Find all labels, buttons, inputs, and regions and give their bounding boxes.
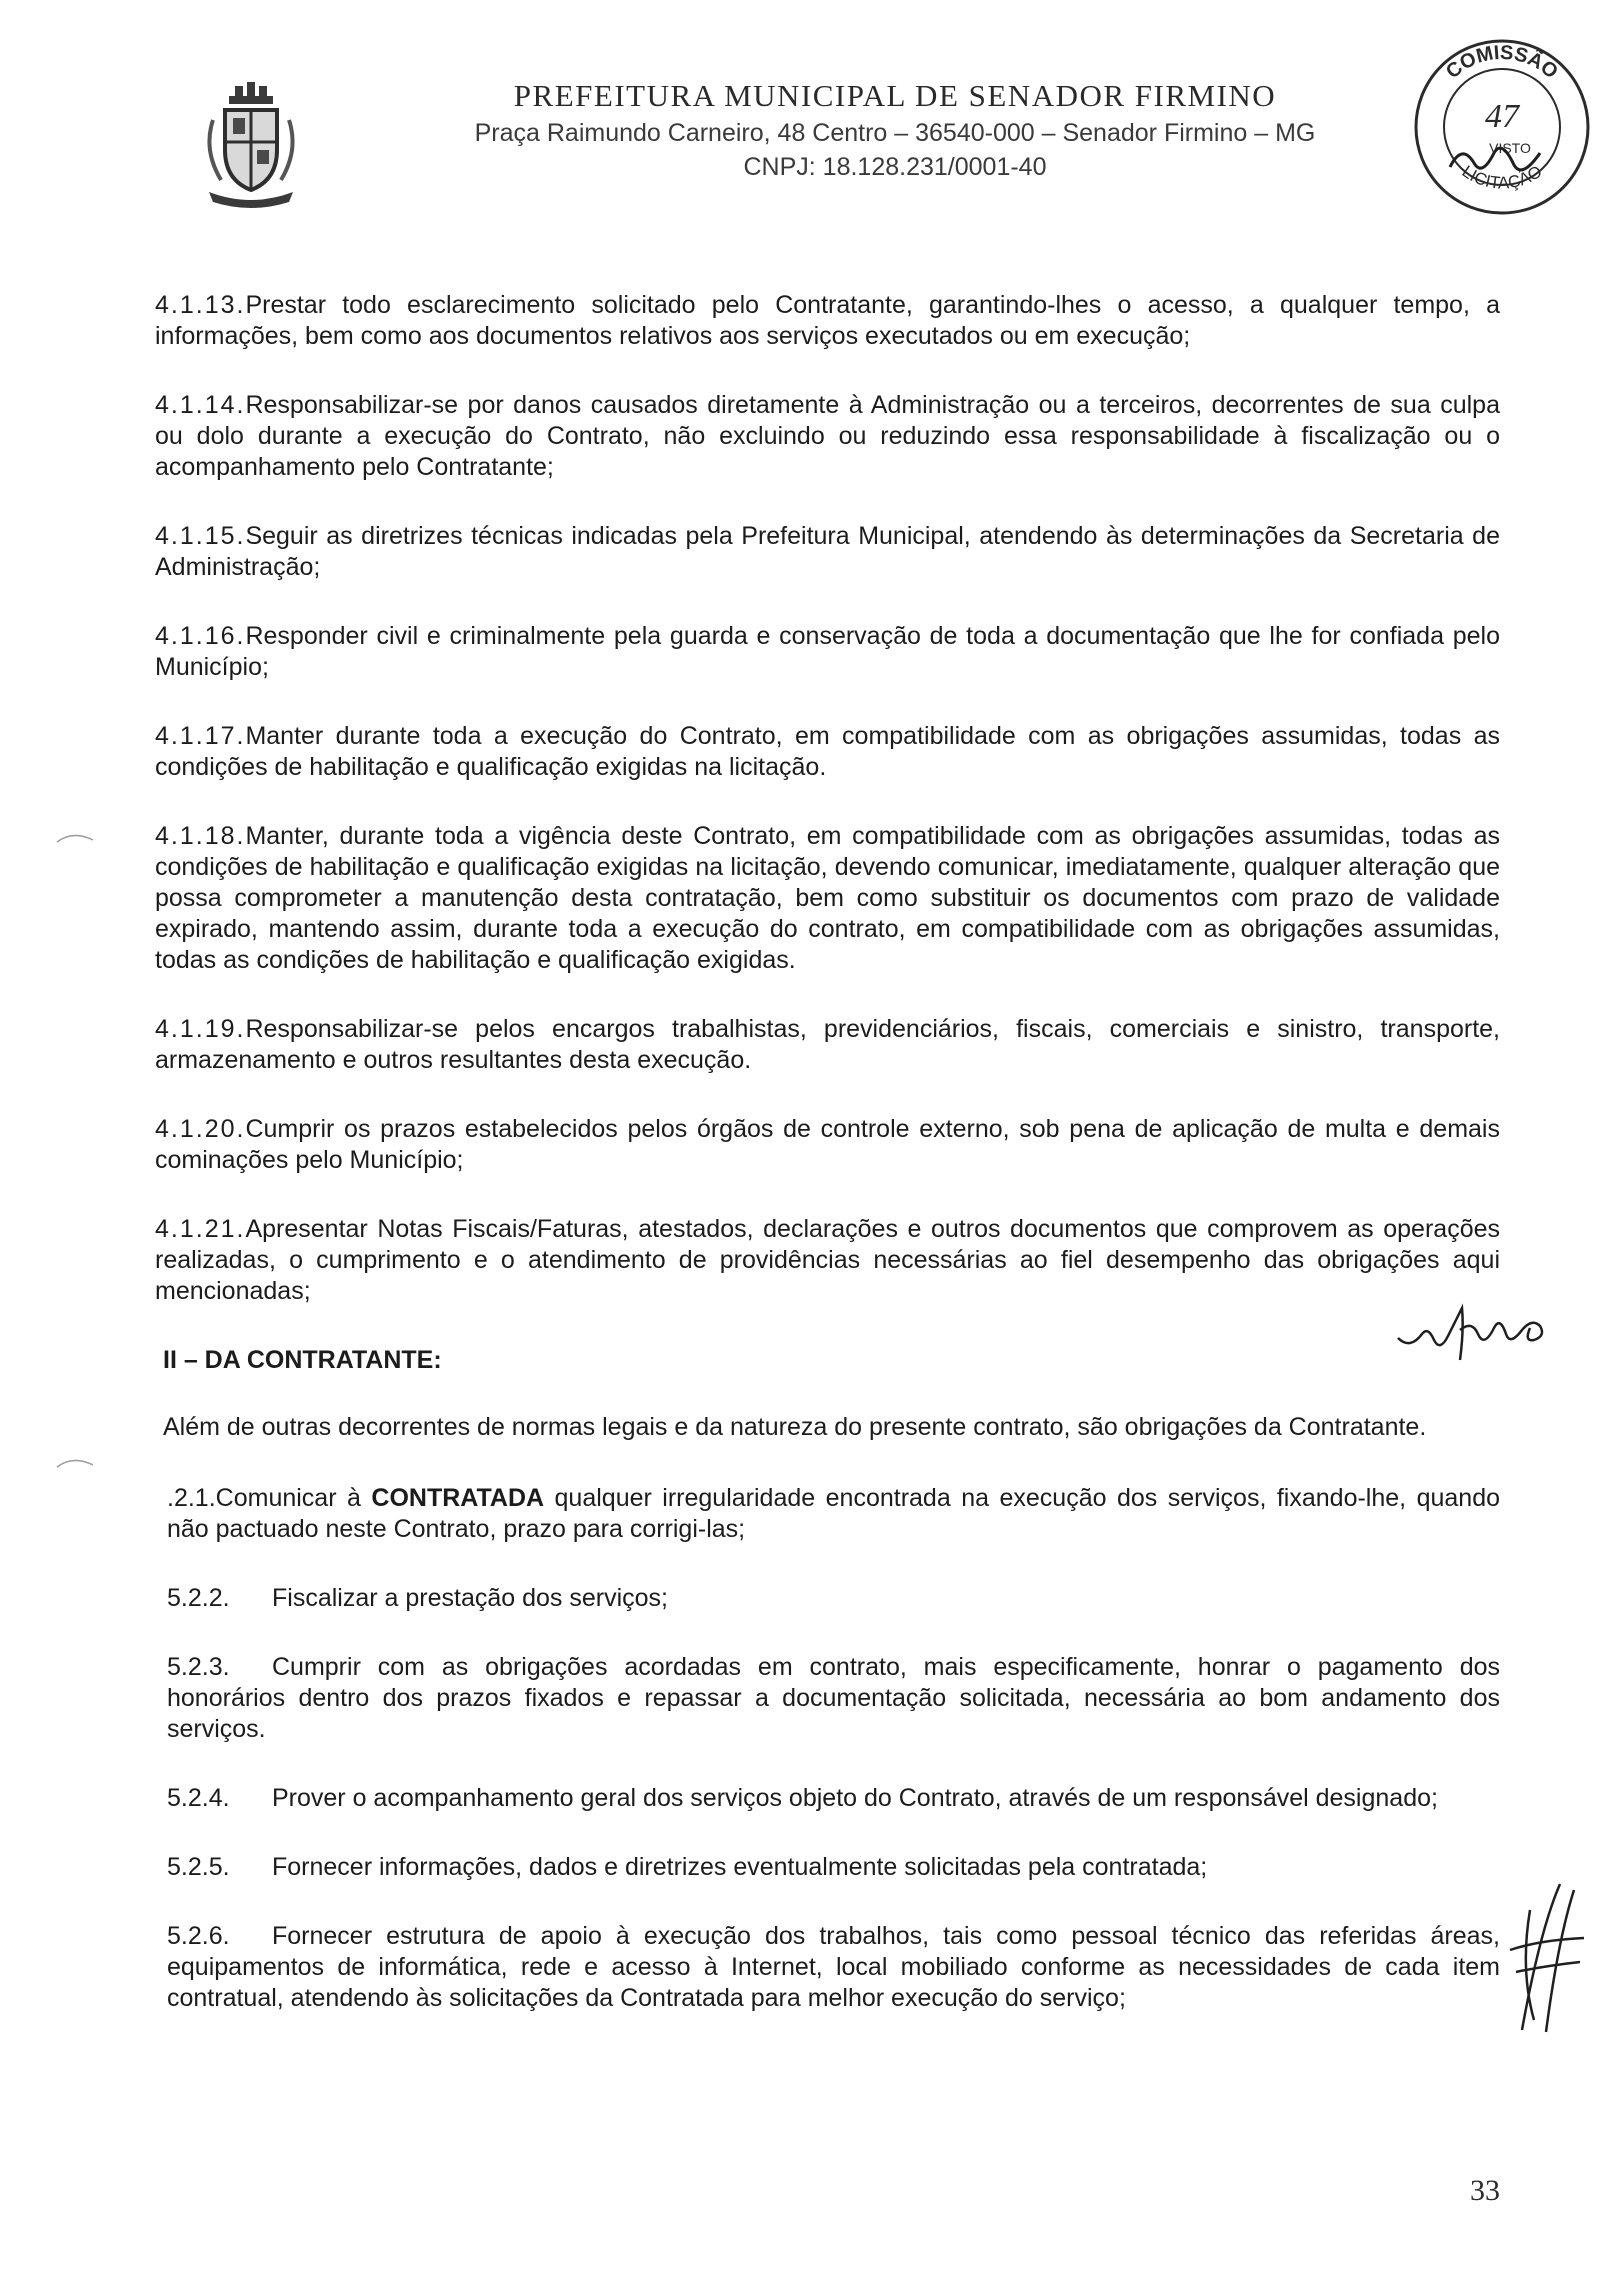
stamp-text-top: COMISSÃO <box>1441 41 1562 84</box>
clause-4-1-16 <box>155 621 1500 683</box>
commission-stamp <box>1410 35 1595 220</box>
clause-text: Prestar todo esclarecimento solicitado pelo Contratante, garantindo-lhes o acesso, a qualquer tempo, a informações, bem como aos documentos relativos aos serviços executados ou em execução; <box>155 291 1500 350</box>
clause-number: 4.1.14. <box>155 391 246 419</box>
margin-mark <box>55 1455 95 1469</box>
contract-body <box>155 290 1500 2052</box>
clause-text-post: qualquer irregularidade encontrada na execução dos serviços, fixando-lhe, quando não pactuado neste Contrato, prazo para corrigi-las; <box>167 1484 1501 1543</box>
margin-mark <box>55 830 95 844</box>
clause-text: Cumprir com as obrigações acordadas em contrato, mais especificamente, honrar o pagamento dos honorários dentro dos prazos fixados e repassar a documentação solicitada, necessária ao bom andamento dos serviços. <box>167 1653 1500 1743</box>
stamp-number: 47 <box>1485 98 1519 135</box>
handwritten-rubric <box>1390 1290 1560 1370</box>
clause-number: 4.1.15. <box>155 522 246 550</box>
section-title-contratante: II – DA CONTRATANTE: <box>163 1346 442 1374</box>
page-number: 33 <box>1470 2174 1500 2207</box>
clause-number: 5.2.4. <box>167 1784 230 1812</box>
clause-5-2-2 <box>167 1583 1500 1614</box>
clause-number: 4.1.16. <box>155 622 246 650</box>
clause-4-1-13 <box>155 290 1500 352</box>
clause-number: 4.1.20. <box>155 1115 246 1143</box>
clause-text: Fiscalizar a prestação dos serviços; <box>272 1584 668 1612</box>
clause-number: 4.1.19. <box>155 1015 246 1043</box>
clause-number: 4.1.18. <box>155 822 246 850</box>
clause-5-2-1 <box>167 1483 1500 1545</box>
svg-text:LICITAÇÃO <box>1459 162 1546 193</box>
letterhead-title: PREFEITURA MUNICIPAL DE SENADOR FIRMINO <box>513 78 1277 113</box>
clause-text: Manter, durante toda a vigência deste Contrato, em compatibilidade com as obrigações assumidas, todas as condições de habilitação e qualificação exigidas na licitação, devendo comunicar, imediatamente, qualquer alteração que possa comprometer a manutenção desta contratação, bem como substituir os documentos com prazo de validade expirado, mantendo assim, durante toda a execução do contrato, em compatibilidade com as obrigações assumidas, todas as condições de habilitação e qualificação exigidas. <box>155 822 1500 974</box>
svg-text:COMISSÃO <box>1442 42 1562 84</box>
letterhead-cnpj: CNPJ: 18.128.231/0001-40 <box>743 153 1047 181</box>
clause-text: Responsabilizar-se por danos causados diretamente à Administração ou a terceiros, decorrentes de sua culpa ou dolo durante a execução do Contrato, não excluindo ou reduzindo essa responsabilidade à fiscalização ou o acompanhamento pelo Contratante; <box>155 391 1500 481</box>
clause-number: 5.2.6. <box>167 1922 230 1950</box>
clause-text: Fornecer estrutura de apoio à execução dos trabalhos, tais como pessoal técnico das referidas áreas, equipamentos de informática, rede e acesso à Internet, local mobiliado conforme as necessidades de cada item contratual, atendendo às solicitações da Contratada para melhor execução do serviço; <box>167 1922 1500 2012</box>
clause-text: Cumprir os prazos estabelecidos pelos órgãos de controle externo, sob pena de aplicação de multa e demais cominações pelo Município; <box>155 1115 1500 1174</box>
clause-4-1-17 <box>155 721 1500 783</box>
clause-5-2-4 <box>167 1783 1500 1814</box>
clause-5-2-5 <box>167 1852 1500 1883</box>
clause-number: .2.1. <box>167 1484 216 1512</box>
clause-number: 5.2.3. <box>167 1653 230 1681</box>
clause-4-1-20 <box>155 1114 1500 1176</box>
clause-text: Manter durante toda a execução do Contrato, em compatibilidade com as obrigações assumidas, todas as condições de habilitação e qualificação exigidas na licitação. <box>155 722 1500 781</box>
letterhead <box>195 58 1395 208</box>
clause-text: Seguir as diretrizes técnicas indicadas pela Prefeitura Municipal, atendendo às determinações da Secretaria de Administração; <box>155 522 1500 581</box>
clause-4-1-18 <box>155 821 1500 976</box>
margin-signature <box>1500 1880 1590 2040</box>
clause-text: Apresentar Notas Fiscais/Faturas, atestados, declarações e outros documentos que comprovem as operações realizadas, o cumprimento e o atendimento de providências necessárias ao fiel desempenho das obrigações aqui mencionadas; <box>155 1215 1500 1305</box>
clause-text: Responder civil e criminalmente pela guarda e conservação de toda a documentação que lhe for confiada pelo Município; <box>155 622 1500 681</box>
clause-5-2-3 <box>167 1652 1500 1745</box>
clause-number: 5.2.5. <box>167 1853 230 1881</box>
clause-4-1-19 <box>155 1014 1500 1076</box>
letterhead-address: Praça Raimundo Carneiro, 48 Centro – 36540-000 – Senador Firmino – MG <box>474 119 1316 147</box>
clause-number: 5.2.2. <box>167 1584 230 1612</box>
clause-5-2-6 <box>167 1921 1500 2014</box>
clause-number: 4.1.17. <box>155 722 246 750</box>
stamp-text-bottom: LICITAÇÃO <box>1458 161 1546 193</box>
coat-of-arms-icon <box>195 80 305 212</box>
stamp-text-mid: VISTO <box>1489 140 1531 156</box>
clause-text-bold: CONTRATADA <box>371 1484 545 1512</box>
clause-text: Fornecer informações, dados e diretrizes eventualmente solicitadas pela contratada; <box>272 1853 1208 1881</box>
clause-text: Prover o acompanhamento geral dos serviços objeto do Contrato, através de um responsável designado; <box>272 1784 1438 1812</box>
clause-text-pre: Comunicar à <box>215 1484 372 1512</box>
clause-4-1-15 <box>155 521 1500 583</box>
section-intro: Além de outras decorrentes de normas legais e da natureza do presente contrato, são obrigações da Contratante. <box>163 1413 1427 1441</box>
clause-4-1-21 <box>155 1214 1500 1307</box>
clause-4-1-14 <box>155 390 1500 483</box>
clause-number: 4.1.13. <box>155 291 246 319</box>
clause-text: Responsabilizar-se pelos encargos trabalhistas, previdenciários, fiscais, comerciais e sinistro, transporte, armazenamento e outros resultantes desta execução. <box>155 1015 1500 1074</box>
clause-number: 4.1.21. <box>155 1215 246 1243</box>
